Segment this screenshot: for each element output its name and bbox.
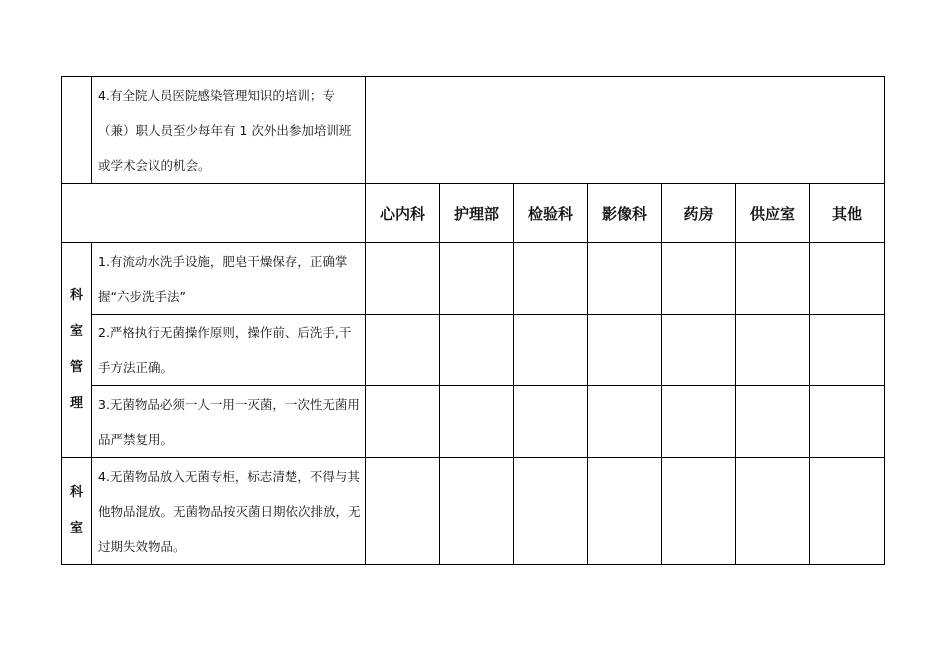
check-cell[interactable] <box>736 386 810 458</box>
table-row <box>62 243 885 315</box>
section-label-char: 科 <box>69 288 83 303</box>
header-blank-cell <box>62 184 366 243</box>
inspection-table <box>61 76 885 565</box>
check-cell[interactable] <box>810 386 885 458</box>
check-cell[interactable] <box>440 315 514 386</box>
check-cell[interactable] <box>514 315 588 386</box>
check-cell[interactable] <box>662 386 736 458</box>
check-cell[interactable] <box>736 315 810 386</box>
check-cell[interactable] <box>662 315 736 386</box>
check-cell[interactable] <box>366 315 440 386</box>
empty-side-cell <box>62 77 92 184</box>
check-cell[interactable] <box>366 386 440 458</box>
section-label-char: 室 <box>69 521 83 536</box>
table-row <box>62 458 885 565</box>
item-cell: 1.有流动水洗手设施，肥皂干燥保存，正确掌握“六步洗手法” <box>92 243 366 315</box>
check-cell[interactable] <box>810 243 885 315</box>
dept-header-pharmacy: 药房 <box>662 184 736 243</box>
check-cell[interactable] <box>440 386 514 458</box>
item-cell: 4.有全院人员医院感染管理知识的培训；专（兼）职人员至少每年有 1 次外出参加培训班或学术会议的机会。 <box>92 77 366 184</box>
check-cell[interactable] <box>514 458 588 565</box>
check-cell[interactable] <box>514 243 588 315</box>
item-cell: 3.无菌物品必须一人一用一灭菌，一次性无菌用品严禁复用。 <box>92 386 366 458</box>
check-cell[interactable] <box>366 458 440 565</box>
empty-merged-cell <box>366 77 885 184</box>
check-cell[interactable] <box>440 458 514 565</box>
check-cell[interactable] <box>588 458 662 565</box>
table-row <box>62 386 885 458</box>
dept-header-imaging: 影像科 <box>588 184 662 243</box>
dept-header-supply: 供应室 <box>736 184 810 243</box>
check-cell[interactable] <box>736 458 810 565</box>
section-label-char: 管 <box>69 360 83 375</box>
table-row <box>62 315 885 386</box>
check-cell[interactable] <box>440 243 514 315</box>
item-cell: 2.严格执行无菌操作原则，操作前、后洗手,干手方法正确。 <box>92 315 366 386</box>
dept-header-laboratory: 检验科 <box>514 184 588 243</box>
check-cell[interactable] <box>514 386 588 458</box>
check-cell[interactable] <box>588 386 662 458</box>
section-label-dept <box>62 458 92 565</box>
dept-header-nursing: 护理部 <box>440 184 514 243</box>
check-cell[interactable] <box>662 243 736 315</box>
header-row <box>62 184 885 243</box>
section-label-dept-management <box>62 243 92 458</box>
check-cell[interactable] <box>588 315 662 386</box>
dept-header-cardiology: 心内科 <box>366 184 440 243</box>
check-cell[interactable] <box>810 315 885 386</box>
section-label-char: 室 <box>69 324 83 339</box>
dept-header-other: 其他 <box>810 184 885 243</box>
check-cell[interactable] <box>736 243 810 315</box>
section-label-char: 理 <box>69 396 83 411</box>
check-cell[interactable] <box>366 243 440 315</box>
section-label-char: 科 <box>69 485 83 500</box>
check-cell[interactable] <box>588 243 662 315</box>
check-cell[interactable] <box>662 458 736 565</box>
table-row <box>62 77 885 184</box>
check-cell[interactable] <box>810 458 885 565</box>
item-cell: 4.无菌物品放入无菌专柜，标志清楚，不得与其他物品混放。无菌物品按灭菌日期依次排放，无过期失效物品。 <box>92 458 366 565</box>
